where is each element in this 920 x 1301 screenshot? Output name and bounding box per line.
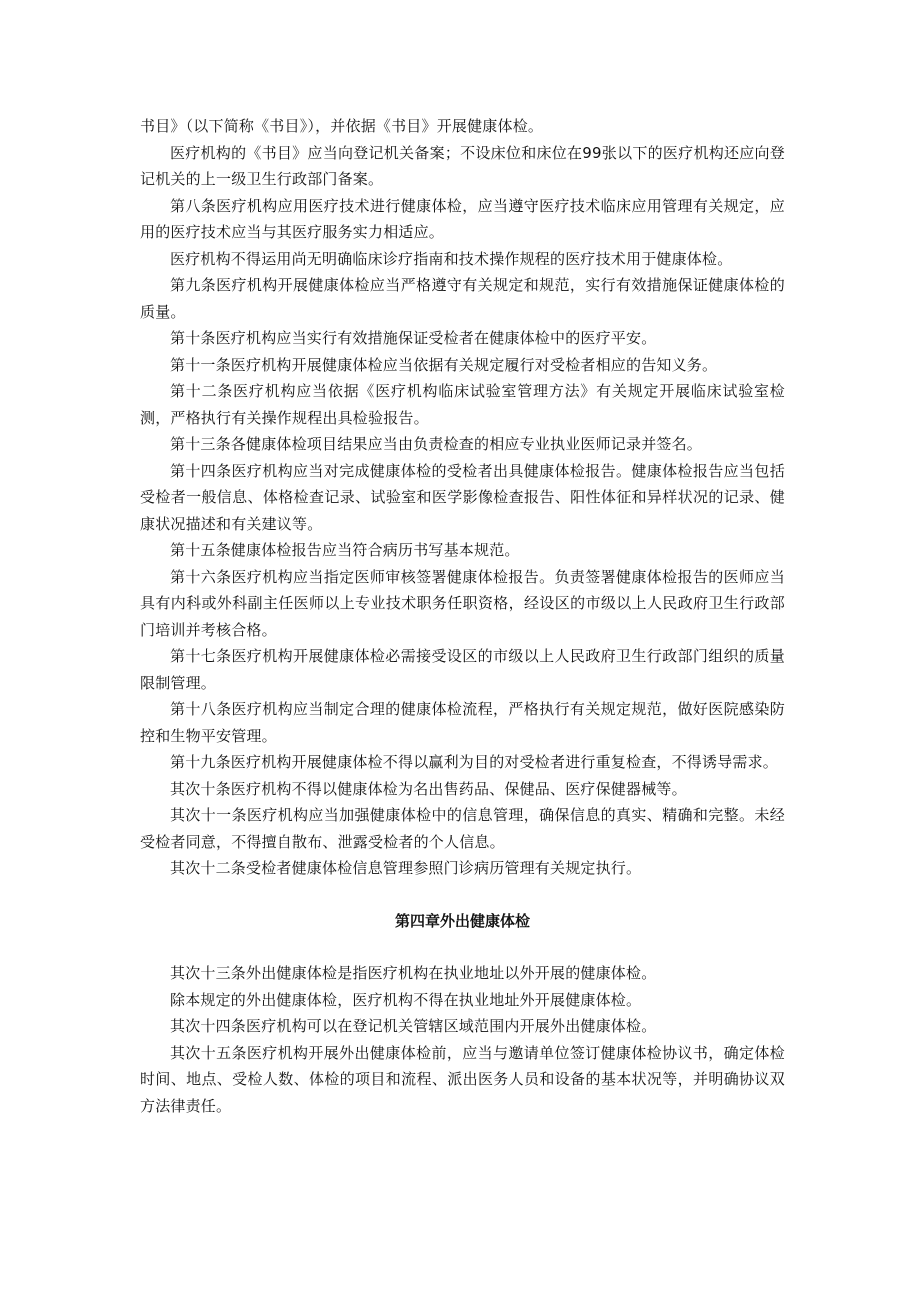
paragraph: 其次十条医疗机构不得以健康体检为名出售药品、保健品、医疗保健器械等。 xyxy=(170,779,687,798)
paragraph: 书目》（以下简称《书目》），并依据《书目》开展健康体检。 xyxy=(140,117,544,135)
paragraph: 第九条医疗机构开展健康体检应当严格遵守有关规定和规范，实行有效措施保证健康体检的质量。 xyxy=(140,276,785,321)
paragraph: 医疗机构的《书目》应当向登记机关备案；不设床位和床位在99张以下的医疗机构还应向登记机关的上一级卫生行政部门备案。 xyxy=(140,143,785,188)
paragraph: 第十四条医疗机构应当对完成健康体检的受检者出具健康体检报告。健康体检报告应当包括受检者一般信息、体格检查记录、试验室和医学影像检查报告、阳性体征和异样状况的记录、健康状况描述和有关建议等。 xyxy=(140,461,785,533)
paragraph: 第十六条医疗机构应当指定医师审核签署健康体检报告。负责签署健康体检报告的医师应当具有内科或外科副主任医师以上专业技术职务任职资格，经设区的市级以上人民政府卫生行政部门培训并考核合格。 xyxy=(140,567,785,639)
paragraph: 第十二条医疗机构应当依据《医疗机构临床试验室管理方法》有关规定开展临床试验室检测，严格执行有关操作规程出具检验报告。 xyxy=(140,382,785,427)
paragraph: 除本规定的外出健康体检，医疗机构不得在执业地址外开展健康体检。 xyxy=(170,990,642,1009)
paragraph: 第十条医疗机构应当实行有效措施保证受检者在健康体检中的医疗平安。 xyxy=(170,329,657,347)
paragraph: 第八条医疗机构应用医疗技术进行健康体检，应当遵守医疗技术临床应用管理有关规定，应用的医疗技术应当与其医疗服务实力相适应。 xyxy=(140,196,785,241)
paragraph: 第十三条各健康体检项目结果应当由负责检查的相应专业执业医师记录并签名。 xyxy=(170,435,703,453)
paragraph: 其次十一条医疗机构应当加强健康体检中的信息管理，确保信息的真实、精确和完整。未经受检者同意，不得擅自散布、泄露受检者的个人信息。 xyxy=(140,806,785,851)
paragraph: 第十五条健康体检报告应当符合病历书写基本规范。 xyxy=(170,541,520,559)
paragraph: 第十八条医疗机构应当制定合理的健康体检流程，严格执行有关规定规范，做好医院感染防控和生物平安管理。 xyxy=(140,700,785,745)
chapter-title: 第四章外出健康体检 xyxy=(394,911,530,930)
paragraph: 其次十三条外出健康体检是指医疗机构在执业地址以外开展的健康体检。 xyxy=(170,964,657,982)
document-page xyxy=(140,113,785,1119)
paragraph: 其次十二条受检者健康体检信息管理参照门诊病历管理有关规定执行。 xyxy=(170,859,642,877)
paragraph: 第十一条医疗机构开展健康体检应当依据有关规定履行对受检者相应的告知义务。 xyxy=(170,355,718,374)
paragraph: 医疗机构不得运用尚无明确临床诊疗指南和技术操作规程的医疗技术用于健康体检。 xyxy=(170,249,733,268)
paragraph: 其次十五条医疗机构开展外出健康体检前，应当与邀请单位签订健康体检协议书，确定体检时间、地点、受检人数、体检的项目和流程、派出医务人员和设备的基本状况等，并明确协议双方法律责任。 xyxy=(140,1043,785,1115)
paragraph: 其次十四条医疗机构可以在登记机关管辖区域范围内开展外出健康体检。 xyxy=(170,1017,657,1035)
paragraph: 第十九条医疗机构开展健康体检不得以赢利为目的对受检者进行重复检查，不得诱导需求。 xyxy=(170,753,779,771)
paragraph: 第十七条医疗机构开展健康体检必需接受设区的市级以上人民政府卫生行政部门组织的质量限制管理。 xyxy=(140,647,785,692)
